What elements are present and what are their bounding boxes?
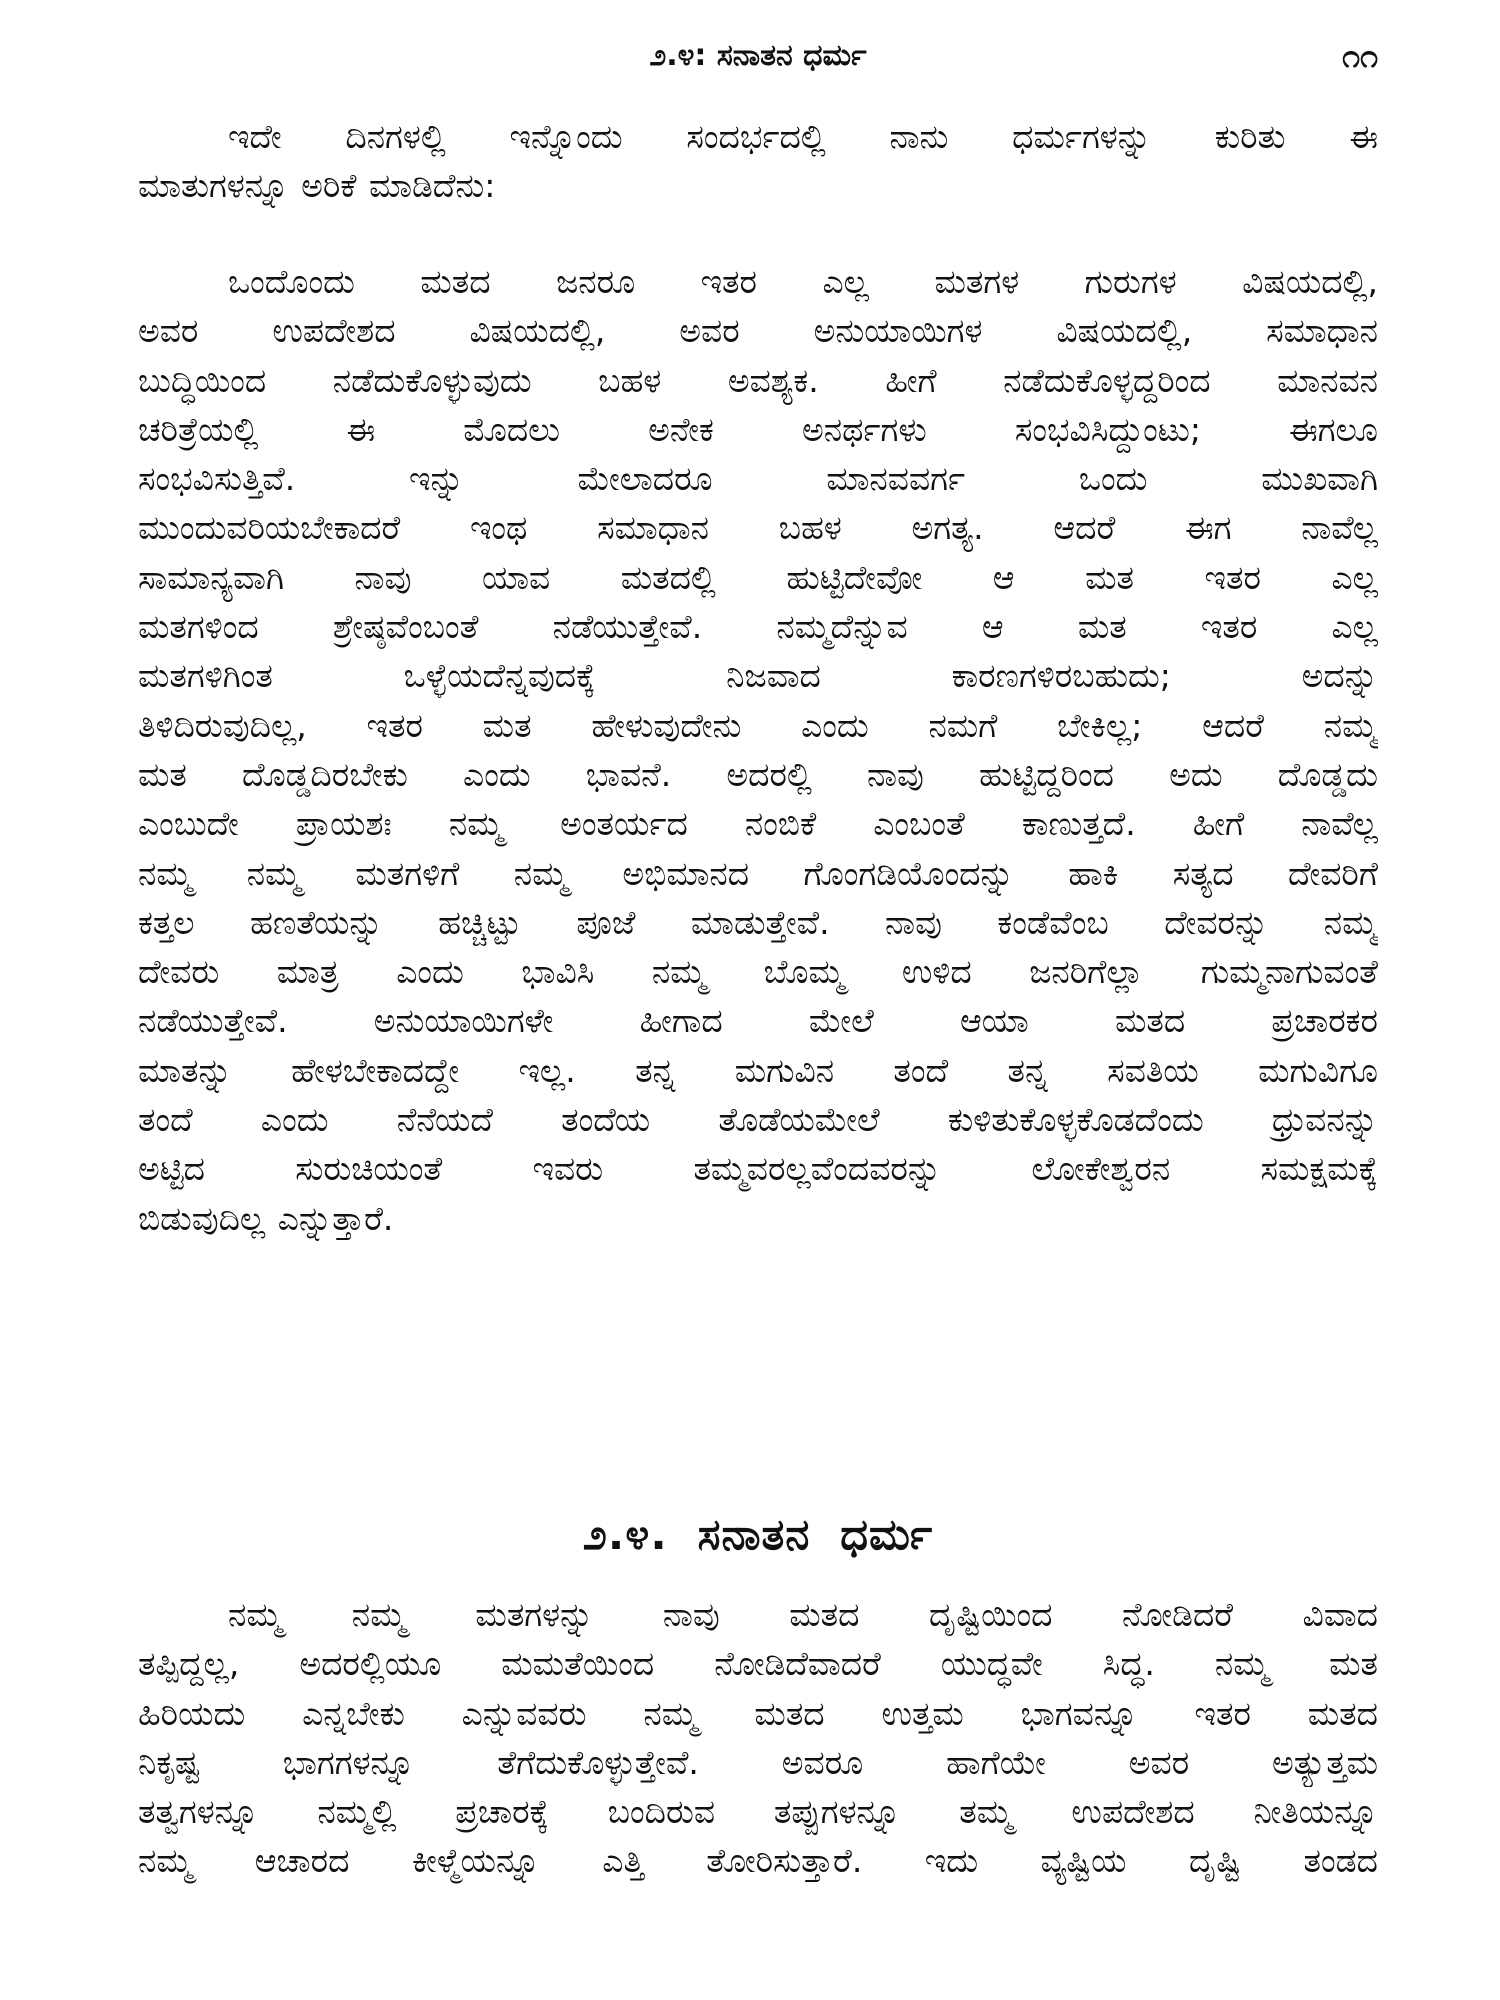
text-line: ಒಂದೊಂದು ಮತದ ಜನರೂ ಇತರ ಎಲ್ಲ ಮತಗಳ ಗುರುಗಳ ವಿಷಯದಲ್ಲಿ, [228, 262, 1378, 301]
text-line: ಮತ ದೊಡ್ಡದಿರಬೇಕು ಎಂದು ಭಾವನೆ. ಅದರಲ್ಲಿ ನಾವು ಹುಟ್ಟಿದ್ದರಿಂದ ಅದು ದೊಡ್ಡದು [138, 754, 1378, 794]
text-line: ನಮ್ಮ ನಮ್ಮ ಮತಗಳನ್ನು ನಾವು ಮತದ ದೃಷ್ಟಿಯಿಂದ ನೋಡಿದರೆ ವಿವಾದ [228, 1595, 1378, 1634]
text-line: ಸಾಮಾನ್ಯವಾಗಿ ನಾವು ಯಾವ ಮತದಲ್ಲಿ ಹುಟ್ಟಿದೇವೋ ಆ ಮತ ಇತರ ಎಲ್ಲ [138, 557, 1378, 597]
text-line: ಅಟ್ಟಿದ ಸುರುಚಿಯಂತೆ ಇವರು ತಮ್ಮವರಲ್ಲವೆಂದವರನ್ನು ಲೋಕೇಶ್ವರನ ಸಮಕ್ಷಮಕ್ಕೆ [138, 1149, 1378, 1189]
running-title: ೨.೪: ಸನಾತನ ಧರ್ಮ [649, 38, 867, 73]
text-line: ನಿಕೃಷ್ಟ ಭಾಗಗಳನ್ನೂ ತೆಗೆದುಕೊಳ್ಳುತ್ತೇವೆ. ಅವರೂ ಹಾಗೆಯೇ ಅವರ ಅತ್ಯುತ್ತಮ [138, 1742, 1378, 1782]
text-line: ಎಂಬುದೇ ಪ್ರಾಯಶಃ ನಮ್ಮ ಅಂತರ್ಯದ ನಂಬಿಕೆ ಎಂಬಂತೆ ಕಾಣುತ್ತದೆ. ಹೀಗೆ ನಾವೆಲ್ಲ [138, 804, 1378, 844]
text-line: ಬುದ್ಧಿಯಿಂದ ನಡೆದುಕೊಳ್ಳುವುದು ಬಹಳ ಅವಶ್ಯಕ. ಹೀಗೆ ನಡೆದುಕೊಳ್ಳದ್ದರಿಂದ ಮಾನವನ [138, 360, 1378, 400]
text-line: ನಡೆಯುತ್ತೇವೆ. ಅನುಯಾಯಿಗಳೇ ಹೀಗಾದ ಮೇಲೆ ಆಯಾ ಮತದ ಪ್ರಚಾರಕರ [138, 1001, 1378, 1041]
text-line: ಮತಗಳಿಂದ ಶ್ರೇಷ್ಠವೆಂಬಂತೆ ನಡೆಯುತ್ತೇವೆ. ನಮ್ಮದೆನ್ನುವ ಆ ಮತ ಇತರ ಎಲ್ಲ [138, 607, 1378, 647]
text-line: ಅವರ ಉಪದೇಶದ ವಿಷಯದಲ್ಲಿ, ಅವರ ಅನುಯಾಯಿಗಳ ವಿಷಯದಲ್ಲಿ, ಸಮಾಧಾನ [138, 311, 1378, 351]
text-line: ಮತಗಳಿಗಿಂತ ಒಳ್ಳೆಯದೆನ್ನವುದಕ್ಕೆ ನಿಜವಾದ ಕಾರಣಗಳಿರಬಹುದು; ಅದನ್ನು [138, 656, 1378, 696]
running-header [138, 26, 1378, 86]
text-line: ನಮ್ಮ ಆಚಾರದ ಕೀಳ್ಮೆಯನ್ನೂ ಎತ್ತಿ ತೋರಿಸುತ್ತಾರೆ. ಇದು ವ್ಯಷ್ಟಿಯ ದೃಷ್ಟಿ ತಂಡದ [138, 1841, 1378, 1881]
text-line: ಹಿರಿಯದು ಎನ್ನಬೇಕು ಎನ್ನುವವರು ನಮ್ಮ ಮತದ ಉತ್ತಮ ಭಾಗವನ್ನೂ ಇತರ ಮತದ [138, 1693, 1378, 1733]
text-line: ತಿಳಿದಿರುವುದಿಲ್ಲ, ಇತರ ಮತ ಹೇಳುವುದೇನು ಎಂದು ನಮಗೆ ಬೇಕಿಲ್ಲ; ಆದರೆ ನಮ್ಮ [138, 705, 1378, 745]
paragraph-intro [138, 112, 1378, 211]
text-line: ಮಾತನ್ನು ಹೇಳಬೇಕಾದದ್ದೇ ಇಲ್ಲ. ತನ್ನ ಮಗುವಿನ ತಂದೆ ತನ್ನ ಸವತಿಯ ಮಗುವಿಗೂ [138, 1050, 1378, 1090]
text-line: ಬಿಡುವುದಿಲ್ಲ ಎನ್ನುತ್ತಾರೆ. [138, 1198, 394, 1238]
text-line: ಕತ್ತಲ ಹಣತೆಯನ್ನು ಹಚ್ಚಿಟ್ಟು ಪೂಜೆ ಮಾಡುತ್ತೇವೆ. ನಾವು ಕಂಡೆವೆಂಬ ದೇವರನ್ನು ನಮ್ಮ [138, 902, 1378, 942]
paragraph-section [138, 1590, 1378, 1886]
text-line: ತಪ್ಪಿದ್ದಲ್ಲ, ಅದರಲ್ಲಿಯೂ ಮಮತೆಯಿಂದ ನೋಡಿದೆವಾದರೆ ಯುದ್ಧವೇ ಸಿದ್ಧ. ನಮ್ಮ ಮತ [138, 1644, 1378, 1684]
text-line: ತಂದೆ ಎಂದು ನೆನೆಯದೆ ತಂದೆಯ ತೊಡೆಯಮೇಲೆ ಕುಳಿತುಕೊಳ್ಳಕೊಡದೆಂದು ಧ್ರುವನನ್ನು [138, 1100, 1378, 1140]
text-line: ಇದೇ ದಿನಗಳಲ್ಲಿ ಇನ್ನೊಂದು ಸಂದರ್ಭದಲ್ಲಿ ನಾನು ಧರ್ಮಗಳನ್ನು ಕುರಿತು ಈ [228, 117, 1378, 156]
text-line: ತತ್ವಗಳನ್ನೂ ನಮ್ಮಲ್ಲಿ ಪ್ರಚಾರಕ್ಕೆ ಬಂದಿರುವ ತಪ್ಪುಗಳನ್ನೂ ತಮ್ಮ ಉಪದೇಶದ ನೀತಿಯನ್ನೂ [138, 1792, 1378, 1832]
text-line: ಸಂಭವಿಸುತ್ತಿವೆ. ಇನ್ನು ಮೇಲಾದರೂ ಮಾನವವರ್ಗ ಒಂದು ಮುಖವಾಗಿ [138, 459, 1378, 499]
section-heading: ೨.೪. ಸನಾತನ ಧರ್ಮ [582, 1510, 934, 1560]
text-line: ದೇವರು ಮಾತ್ರ ಎಂದು ಭಾವಿಸಿ ನಮ್ಮ ಬೊಮ್ಮ ಉಳಿದ ಜನರಿಗೆಲ್ಲಾ ಗುಮ್ಮನಾಗುವಂತೆ [138, 952, 1378, 992]
text-line: ಮುಂದುವರಿಯಬೇಕಾದರೆ ಇಂಥ ಸಮಾಧಾನ ಬಹಳ ಅಗತ್ಯ. ಆದರೆ ಈಗ ನಾವೆಲ್ಲ [138, 508, 1378, 548]
text-line: ಚರಿತ್ರೆಯಲ್ಲಿ ಈ ಮೊದಲು ಅನೇಕ ಅನರ್ಥಗಳು ಸಂಭವಿಸಿದ್ದುಂಟು; ಈಗಲೂ [138, 409, 1378, 449]
text-line: ಮಾತುಗಳನ್ನೂ ಅರಿಕೆ ಮಾಡಿದೆನು: [138, 166, 496, 206]
text-line: ನಮ್ಮ ನಮ್ಮ ಮತಗಳಿಗೆ ನಮ್ಮ ಅಭಿಮಾನದ ಗೊಂಗಡಿಯೊಂದನ್ನು ಹಾಕಿ ಸತ್ಯದ ದೇವರಿಗೆ [138, 853, 1378, 893]
page-number: ೧೧ [1342, 37, 1378, 75]
paragraph-quote [138, 257, 1378, 1243]
